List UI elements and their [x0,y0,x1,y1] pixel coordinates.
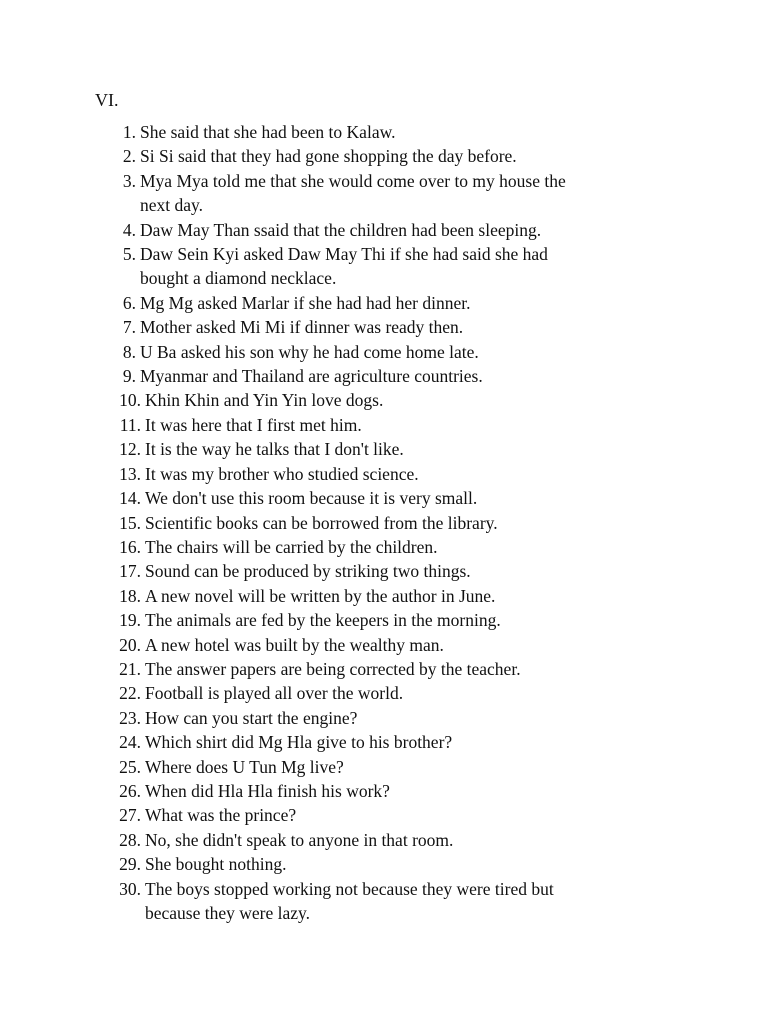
item-text-line: No, she didn't speak to anyone in that room. [145,829,454,850]
item-number: 25. [119,756,141,777]
list-item [104,120,664,144]
list-item [104,291,664,315]
item-text-line: Si Si said that they had gone shopping the day before. [140,146,517,167]
list-item [104,657,664,681]
item-text [145,535,664,559]
item-text-line: What was the prince? [145,805,297,826]
item-text-line: She said that she had been to Kalaw. [140,122,396,142]
item-text [140,364,664,388]
item-text-line: Khin Khin and Yin Yin love dogs. [145,390,384,411]
item-number: 9. [122,366,136,387]
item-number: 15. [119,512,141,533]
item-number: 23. [119,707,141,728]
list-item [104,340,664,364]
item-text [140,120,664,144]
item-text [140,144,664,168]
item-text [145,852,664,876]
item-text [145,511,664,535]
item-text-line: Football is played all over the world. [145,683,404,704]
item-text [145,437,664,461]
item-number: 20. [119,634,141,655]
list-item [104,584,664,608]
list-item [104,413,664,437]
item-text [140,315,664,339]
list-item [104,852,664,876]
list-item [104,535,664,559]
item-text [145,462,664,486]
item-text-line: It is the way he talks that I don't like. [145,439,404,460]
item-number: 18. [119,585,141,606]
item-text-line: Where does U Tun Mg live? [145,756,344,777]
list-item [104,169,664,218]
section-heading: VI. [95,90,119,110]
list-item [104,755,664,779]
item-text [140,218,664,242]
list-item [104,511,664,535]
item-text-line: Mother asked Mi Mi if dinner was ready then. [140,317,464,338]
item-text-line: How can you start the engine? [145,707,358,728]
item-number: 3. [122,170,136,191]
item-text-line: Daw Sein Kyi asked Daw May Thi if she had said she had [140,244,548,265]
item-text-line: The animals are fed by the keepers in the morning. [145,610,501,631]
item-number: 28. [119,829,141,850]
list-item [104,706,664,730]
item-text [145,755,664,779]
item-number: 29. [119,854,141,875]
list-item [104,315,664,339]
item-number: 7. [122,317,136,338]
item-text-line: Mg Mg asked Marlar if she had had her dinner. [140,292,471,313]
item-text [145,584,664,608]
item-number: 14. [119,488,141,509]
item-text-line: When did Hla Hla finish his work? [145,780,390,801]
item-text-line: It was my brother who studied science. [145,463,419,484]
list-item [104,388,664,412]
item-text-line: The chairs will be carried by the children. [145,536,438,557]
item-text [145,608,664,632]
item-text-line: Myanmar and Thailand are agriculture countries. [140,366,483,387]
item-number: 8. [122,341,136,362]
list-item [104,877,664,926]
item-text [145,388,664,412]
item-number: 24. [119,732,141,753]
list-item [104,559,664,583]
item-text-line: A new hotel was built by the wealthy man. [145,634,444,655]
item-number: 10. [119,390,141,411]
item-number: 16. [119,536,141,557]
list-item [104,437,664,461]
item-text-line: because they were lazy. [145,903,311,923]
item-text [140,242,664,291]
list-item [104,462,664,486]
answer-list [104,120,664,925]
list-item [104,779,664,803]
list-item [104,486,664,510]
item-text-line: A new novel will be written by the author in June. [145,585,496,606]
item-number: 17. [119,561,141,582]
item-text-line: Scientific books can be borrowed from the library. [145,512,498,533]
list-item [104,803,664,827]
item-text-line: The answer papers are being corrected by the teacher. [145,658,521,679]
item-text [140,291,664,315]
item-text-line: It was here that I first met him. [145,414,362,435]
item-text [145,877,664,926]
item-text [145,486,664,510]
list-item [104,828,664,852]
list-item [104,144,664,168]
item-number: 27. [119,805,141,826]
item-number: 13. [119,463,141,484]
item-number: 30. [119,878,141,899]
item-number: 12. [119,439,141,460]
item-text-line: The boys stopped working not because they were tired but [145,878,554,899]
item-number: 19. [119,610,141,631]
item-number: 5. [122,244,136,265]
item-number: 1. [122,122,136,142]
list-item [104,364,664,388]
item-number: 22. [119,683,141,704]
item-text-line: Which shirt did Mg Hla give to his brother? [145,732,453,753]
item-text [145,681,664,705]
item-text [140,169,664,218]
item-text-line: Mya Mya told me that she would come over to my house the [140,170,566,191]
item-number: 2. [122,146,136,167]
item-text-line: next day. [140,195,204,216]
item-number: 21. [119,658,141,679]
item-text [145,633,664,657]
item-text-line: U Ba asked his son why he had come home late. [140,341,479,362]
list-item [104,242,664,291]
item-text-line: Sound can be produced by striking two things. [145,561,471,582]
item-text [145,828,664,852]
item-text [145,803,664,827]
item-number: 6. [122,292,136,313]
item-text [145,706,664,730]
item-text [145,413,664,437]
item-text-line: Daw May Than ssaid that the children had been sleeping. [140,219,542,240]
item-text [145,657,664,681]
item-text [140,340,664,364]
item-number: 11. [119,414,141,435]
item-text-line: We don't use this room because it is very small. [145,488,478,509]
item-text [145,779,664,803]
list-item [104,681,664,705]
list-item [104,608,664,632]
list-item [104,218,664,242]
list-item [104,730,664,754]
item-text [145,559,664,583]
item-text [145,730,664,754]
list-item [104,633,664,657]
item-number: 4. [122,219,136,240]
item-number: 26. [119,780,141,801]
item-text-line: She bought nothing. [145,854,287,875]
item-text-line: bought a diamond necklace. [140,268,337,289]
